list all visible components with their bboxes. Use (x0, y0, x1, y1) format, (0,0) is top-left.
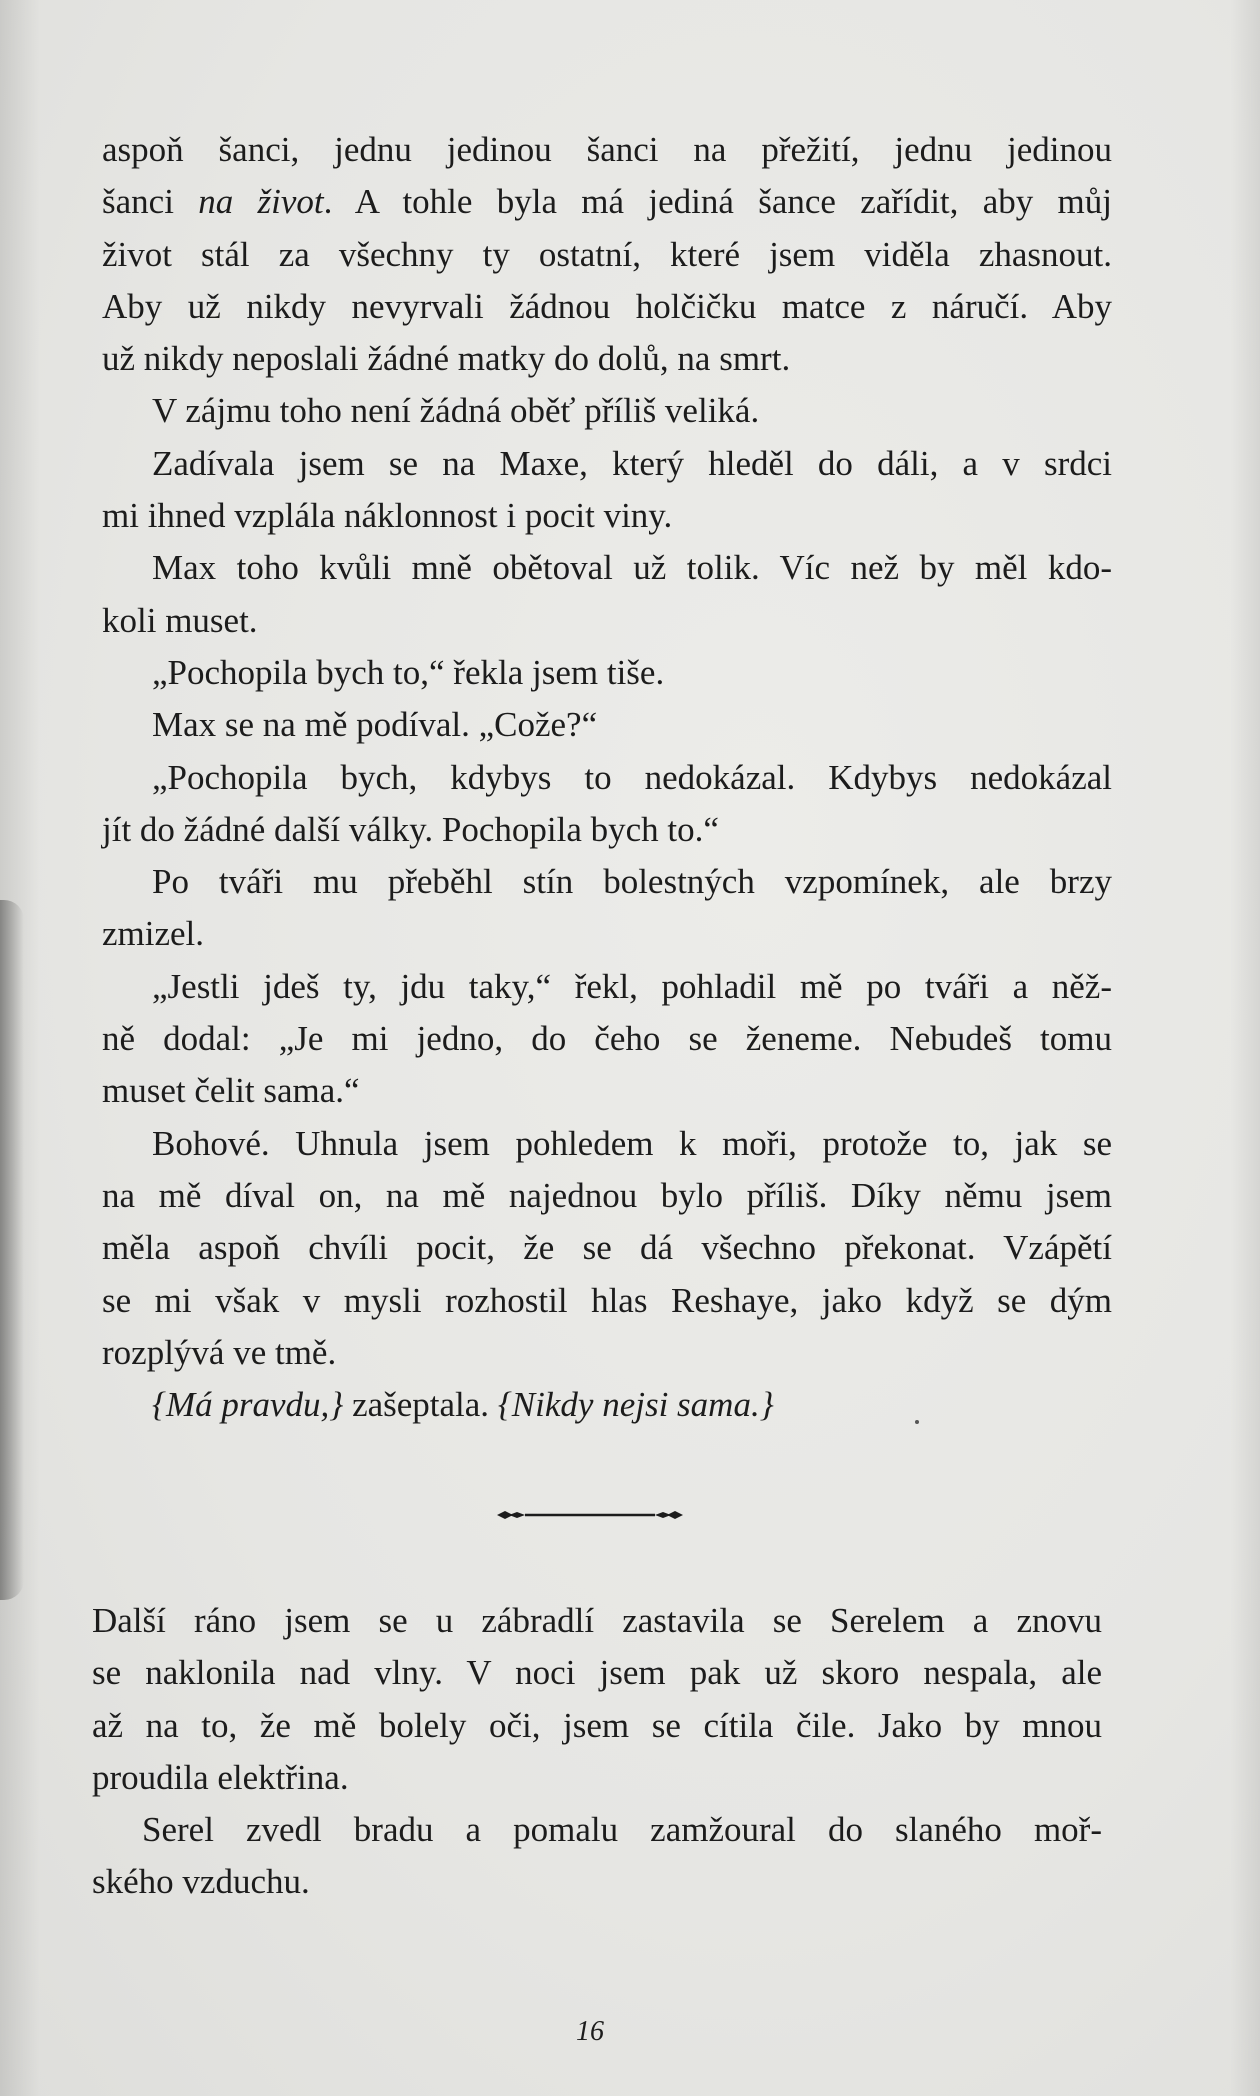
text-line: Zadívala jsem se na Maxe, který hleděl do dáli, a v srdci (152, 443, 1112, 483)
text-line: Aby už nikdy nevyrvali žádnou holčičku matce z náručí. Aby (102, 286, 1112, 326)
text-line: proudila elektřina. (92, 1757, 349, 1797)
text-line: už nikdy neposlali žádné matky do dolů, na smrt. (102, 339, 791, 379)
text-line: měla aspoň chvíli pocit, že se dá všechno překonat. Vzápětí (102, 1228, 1112, 1268)
text-line: {Má pravdu,} zašeptala. {Nikdy nejsi sama.} (152, 1385, 774, 1425)
text-block-before-break (102, 124, 1112, 1431)
text-line: na mě díval on, na mě najednou bylo příliš. Díky němu jsem (102, 1175, 1112, 1215)
text-line: „Pochopila bych to,“ řekla jsem tiše. (152, 652, 665, 692)
text-line: „Pochopila bych, kdybys to nedokázal. Kdybys nedokázal (152, 757, 1112, 797)
text-line: koli muset. (102, 600, 258, 640)
text-line: se naklonila nad vlny. V noci jsem pak už skoro nespala, ale (92, 1653, 1102, 1693)
page-number: 16 (576, 2016, 604, 2047)
thought-text: {Nikdy nejsi sama.} (497, 1385, 774, 1425)
thought-text: {Má pravdu,} (152, 1385, 344, 1425)
text-line: Max se na mě podíval. „Cože?“ (152, 705, 598, 745)
text-line: Max toho kvůli mně obětoval už tolik. Víc než by měl kdo- (152, 548, 1112, 588)
text-line: až na to, že mě bolely oči, jsem se cítila čile. Jako by mnou (92, 1705, 1102, 1745)
text-line: aspoň šanci, jednu jedinou šanci na přežití, jednu jedinou (102, 130, 1112, 169)
text-line: V zájmu toho není žádná oběť příliš veliká. (152, 391, 760, 431)
text-line: ně dodal: „Je mi jedno, do čeho se ženeme. Nebudeš tomu (102, 1019, 1112, 1059)
emphasis-text: na život (198, 182, 324, 222)
text-line: Bohové. Uhnula jsem pohledem k moři, protože to, jak se (152, 1123, 1112, 1163)
text-line: rozplývá ve tmě. (102, 1332, 337, 1372)
text-line: Další ráno jsem se u zábradlí zastavila se Serelem a znovu (92, 1601, 1102, 1640)
page-edge-shadow (0, 900, 24, 1600)
text-line: zmizel. (102, 914, 205, 954)
text-line: „Jestli jdeš ty, jdu taky,“ řekl, pohladil mě po tváři a něž- (152, 966, 1112, 1006)
text-line: mi ihned vzplála náklonnost i pocit viny. (102, 496, 673, 536)
text-line: muset čelit sama.“ (102, 1071, 360, 1111)
text-line: život stál za všechny ty ostatní, které jsem viděla zhasnout. (102, 234, 1112, 274)
text-line: se mi však v mysli rozhostil hlas Reshaye, jako když se dým (102, 1280, 1112, 1320)
text-line: Po tváři mu přeběhl stín bolestných vzpomínek, ale brzy (152, 862, 1112, 902)
text-line: šanci na život. A tohle byla má jediná šance zařídit, aby můj (102, 182, 1112, 222)
section-break-ornament (495, 1508, 685, 1522)
text-block-after-break (92, 1595, 1102, 1909)
text-line: Serel zvedl bradu a pomalu zamžoural do slaného moř- (142, 1810, 1102, 1850)
text-line: jít do žádné další války. Pochopila bych to.“ (102, 809, 719, 849)
print-speck (915, 1420, 919, 1424)
text-line: ského vzduchu. (92, 1862, 310, 1902)
